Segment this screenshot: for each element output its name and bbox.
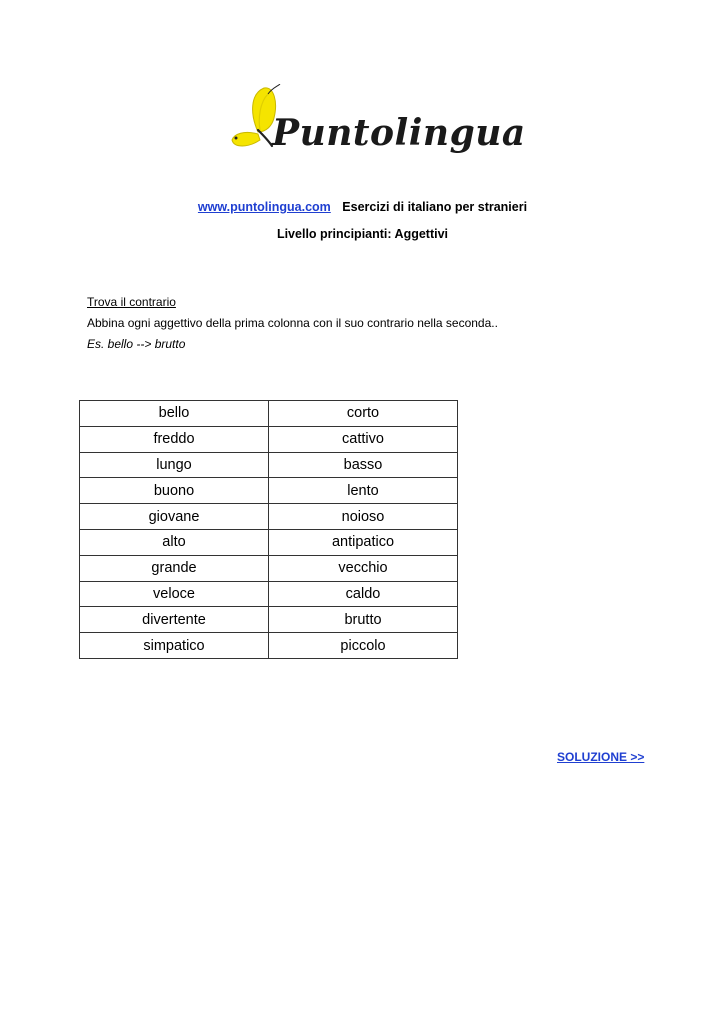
puntolingua-logo xyxy=(228,84,526,174)
brand-name: Puntolingua xyxy=(272,112,526,154)
opposite-cell: corto xyxy=(269,401,458,427)
adjective-cell: lungo xyxy=(80,452,269,478)
adjective-cell: giovane xyxy=(80,504,269,530)
site-link[interactable]: www.puntolingua.com xyxy=(197,200,331,214)
solution-link[interactable]: SOLUZIONE >> xyxy=(557,750,645,764)
table-row xyxy=(80,555,458,581)
opposite-cell: vecchio xyxy=(269,555,458,581)
header-subtitle: Esercizi di italiano per stranieri xyxy=(342,200,528,214)
opposite-cell: brutto xyxy=(269,607,458,633)
exercise-title: Trova il contrario xyxy=(87,295,176,309)
exercise-example: Es. bello --> brutto xyxy=(87,337,186,351)
opposite-cell: antipatico xyxy=(269,529,458,555)
table-row xyxy=(80,529,458,555)
table-row xyxy=(80,426,458,452)
table-row xyxy=(80,504,458,530)
opposite-cell: lento xyxy=(269,478,458,504)
table-row xyxy=(80,401,458,427)
table-row xyxy=(80,478,458,504)
table-row xyxy=(80,607,458,633)
table-row xyxy=(80,633,458,659)
adjectives-table xyxy=(79,400,458,659)
opposite-cell: caldo xyxy=(269,581,458,607)
opposite-cell: piccolo xyxy=(269,633,458,659)
adjective-cell: bello xyxy=(80,401,269,427)
adjective-cell: freddo xyxy=(80,426,269,452)
adjective-cell: buono xyxy=(80,478,269,504)
exercise-instructions: Abbina ogni aggettivo della prima colonna con il suo contrario nella seconda.. xyxy=(87,316,498,330)
table-row xyxy=(80,452,458,478)
header-line xyxy=(0,200,725,214)
opposite-cell: basso xyxy=(269,452,458,478)
adjective-cell: alto xyxy=(80,529,269,555)
adjective-cell: veloce xyxy=(80,581,269,607)
table-row xyxy=(80,581,458,607)
opposite-cell: cattivo xyxy=(269,426,458,452)
adjective-cell: simpatico xyxy=(80,633,269,659)
adjective-cell: grande xyxy=(80,555,269,581)
adjective-cell: divertente xyxy=(80,607,269,633)
level-heading: Livello principianti: Aggettivi xyxy=(276,227,449,241)
opposite-cell: noioso xyxy=(269,504,458,530)
